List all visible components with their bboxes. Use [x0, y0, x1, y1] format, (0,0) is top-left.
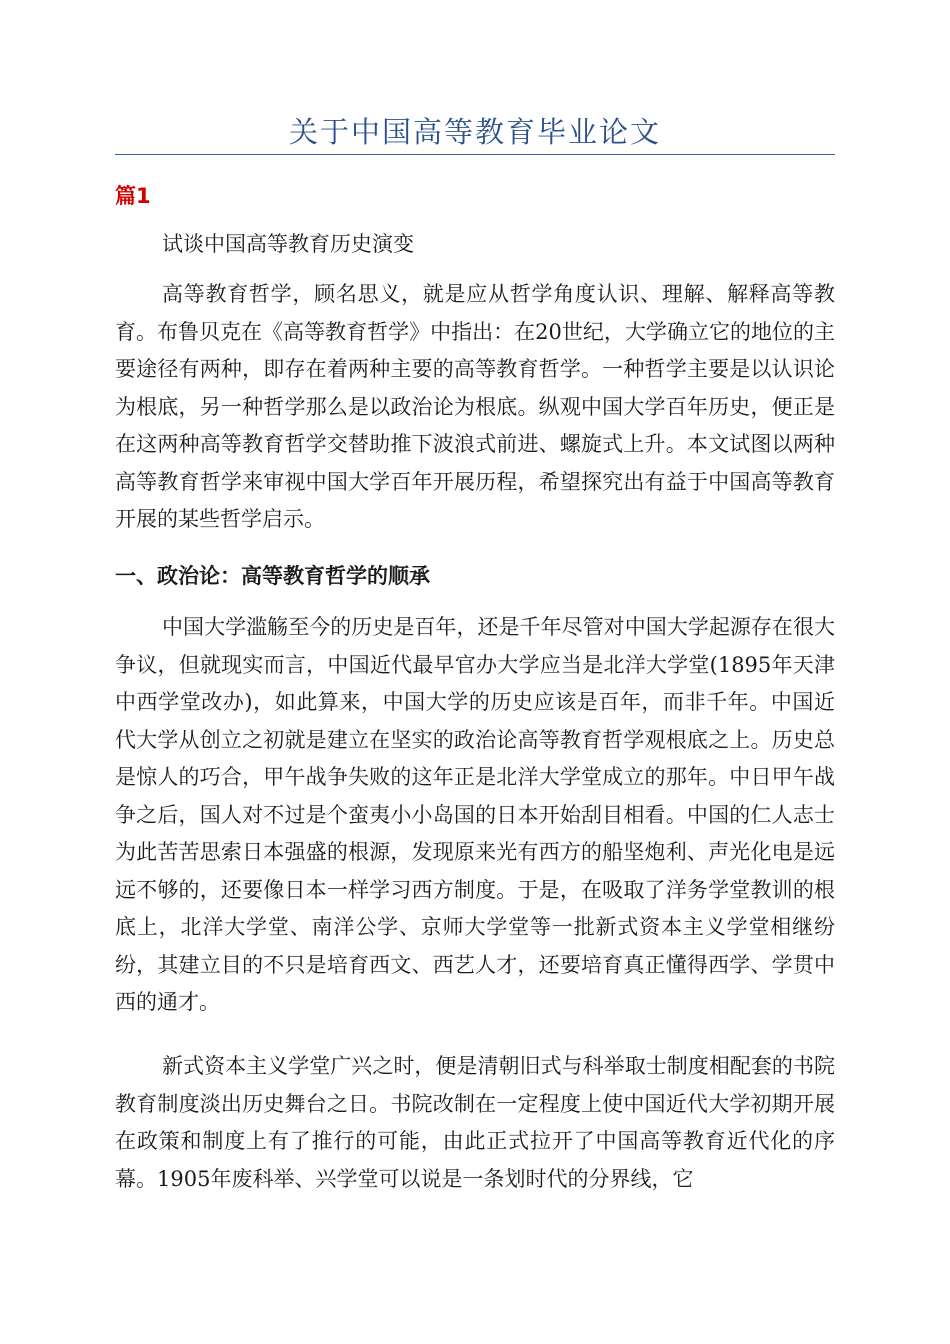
intro-paragraph: 高等教育哲学，顾名思义，就是应从哲学角度认识、理解、解释高等教育。布鲁贝克在《高等教育哲学》中指出：在20世纪，大学确立它的地位的主要途径有两种，即存在着两种主要的高等教育哲学。一种哲学主要是以认识论为根底，另一种哲学那么是以政治论为根底。纵观中国大学百年历史，便正是在这两种高等教育哲学交替助推下波浪式前进、螺旋式上升。本文试图以两种高等教育哲学来审视中国大学百年开展历程，希望探究出有益于中国高等教育开展的某些哲学启示。 — [115, 282, 835, 531]
paper-subtitle: 试谈中国高等教育历史演变 — [162, 232, 414, 256]
section-label: 篇1 — [115, 184, 151, 208]
body-paragraph-1: 中国大学滥觞至今的历史是百年，还是千年尽管对中国大学起源存在很大争议，但就现实而言，中国近代最早官办大学应当是北洋大学堂(1895年天津中西学堂改办)，如此算来，中国大学的历史应该是百年，而非千年。中国近代大学从创立之初就是建立在坚实的政治论高等教育哲学观根底之上。历史总是惊人的巧合，甲午战争失败的这年正是北洋大学堂成立的那年。中日甲午战争之后，国人对不过是个蛮夷小小岛国的日本开始刮目相看。中国的仁人志士为此苦苦思索日本强盛的根源，发现原来光有西方的船坚炮利、声光化电是远远不够的，还要像日本一样学习西方制度。于是，在吸取了洋务学堂教训的根底上，北洋大学堂、南洋公学、京师大学堂等一批新式资本主义学堂相继纷纷，其建立目的不只是培育西文、西艺人才，还要培育真正懂得西学、学贯中西的通才。 — [115, 615, 835, 1014]
body-paragraph-2: 新式资本主义学堂广兴之时，便是清朝旧式与科举取士制度相配套的书院教育制度淡出历史舞台之日。书院改制在一定程度上使中国近代大学初期开展在政策和制度上有了推行的可能，由此正式拉开了中国高等教育近代化的序幕。1905年废科举、兴学堂可以说是一条划时代的分界线，它 — [115, 1054, 835, 1191]
document-title: 关于中国高等教育毕业论文 — [288, 115, 661, 149]
title-underline — [115, 154, 835, 155]
section-heading: 一、政治论：高等教育哲学的顺承 — [115, 563, 430, 588]
